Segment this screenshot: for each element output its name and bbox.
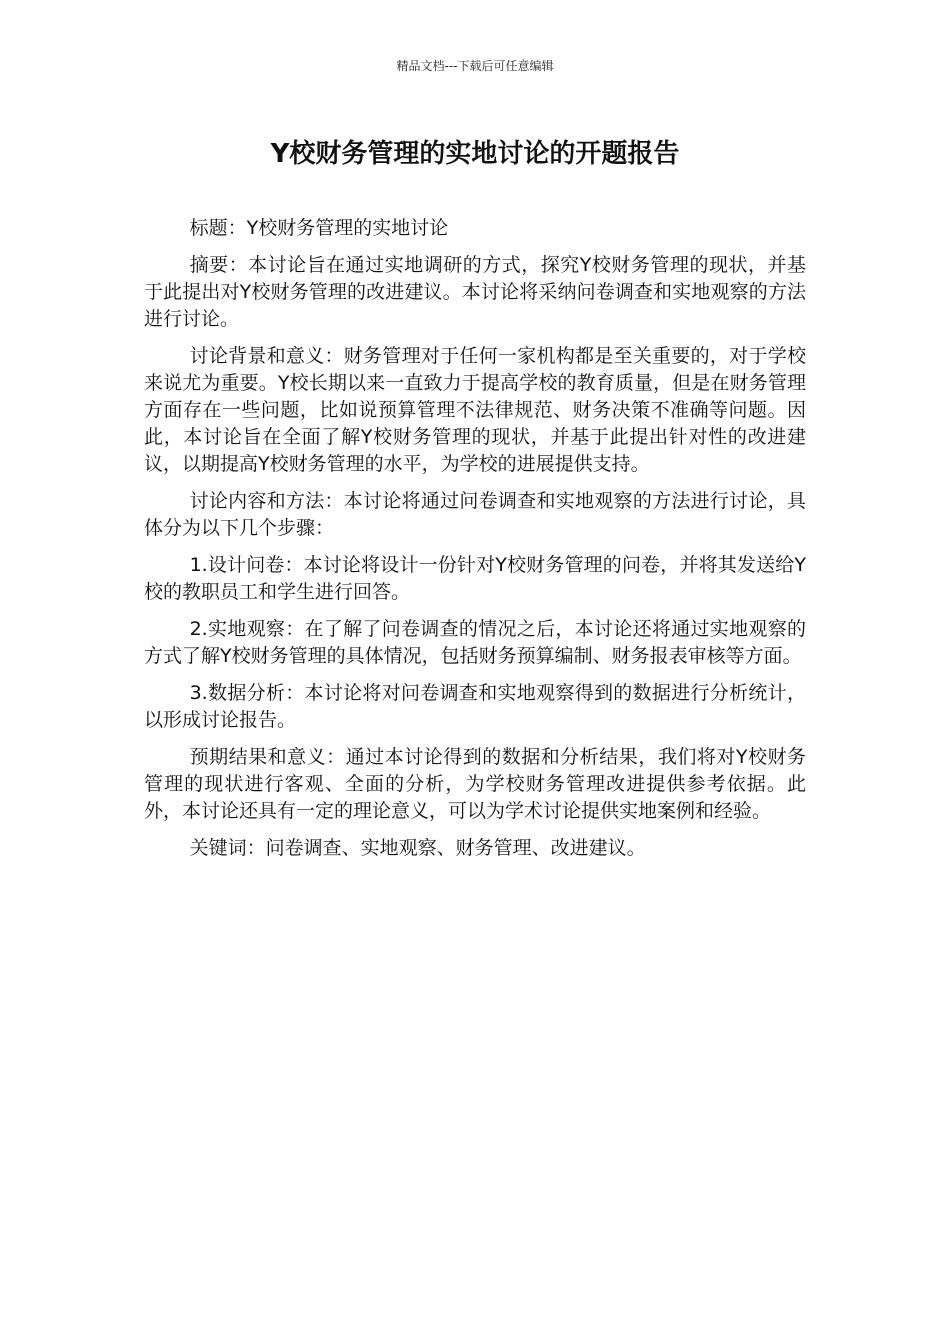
document-body [144,215,806,872]
paragraph-step-1: 1.设计问卷：本讨论将设计一份针对Y校财务管理的问卷，并将其发送给Y校的教职员工和学生进行回答。 [144,554,806,603]
paragraph-methods: 讨论内容和方法：本讨论将通过问卷调查和实地观察的方法进行讨论，具体分为以下几个步骤： [144,490,806,539]
paragraph-heading-line: 标题：Y校财务管理的实地讨论 [189,217,449,239]
paragraph-keywords: 关键词：问卷调查、实地观察、财务管理、改进建议。 [189,837,646,859]
paragraph-step-3: 3.数据分析：本讨论将对问卷调查和实地观察得到的数据进行分析统计，以形成讨论报告。 [144,682,806,731]
paragraph-expected-results: 预期结果和意义：通过本讨论得到的数据和分析结果，我们将对Y校财务管理的现状进行客观、全面的分析，为学校财务管理改进提供参考依据。此外，本讨论还具有一定的理论意义，可以为学术讨论提供实地案例和经验。 [144,746,806,822]
document-title: Y校财务管理的实地讨论的开题报告 [270,139,680,169]
paragraph-abstract: 摘要：本讨论旨在通过实地调研的方式，探究Y校财务管理的现状，并基于此提出对Y校财务管理的改进建议。本讨论将采纳问卷调查和实地观察的方法进行讨论。 [144,254,806,330]
page-header-note: 精品文档---下载后可任意编辑 [396,59,554,73]
paragraph-background: 讨论背景和意义：财务管理对于任何一家机构都是至关重要的，对于学校来说尤为重要。Y校长期以来一直致力于提高学校的教育质量，但是在财务管理方面存在一些问题，比如说预算管理不法律规范、财务决策不准确等问题。因此，本讨论旨在全面了解Y校财务管理的现状，并基于此提出针对性的改进建议，以期提高Y校财务管理的水平，为学校的进展提供支持。 [144,345,806,475]
paragraph-step-2: 2.实地观察：在了解了问卷调查的情况之后，本讨论还将通过实地观察的方式了解Y校财务管理的具体情况，包括财务预算编制、财务报表审核等方面。 [144,618,806,667]
